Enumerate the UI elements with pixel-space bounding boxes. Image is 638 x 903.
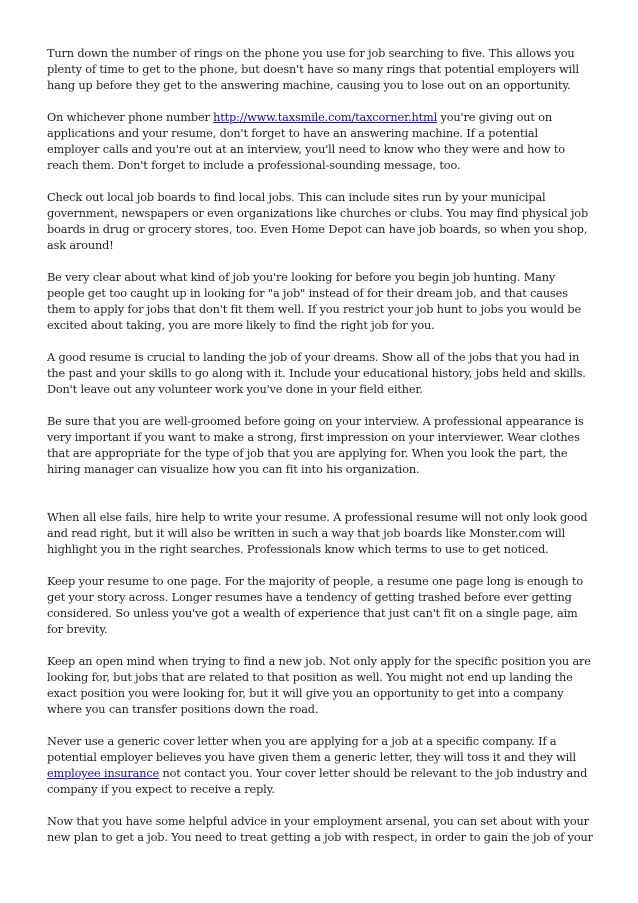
paragraph-open-mind: Keep an open mind when trying to find a new job. Not only apply for the specific position you are looking for, but jobs that are related to that position as well. You might not end up landing the exact position you were looking for, but it will give you an opportunity to get into a company where you can transfer positions down the road. [47, 655, 591, 716]
paragraph-one-page-resume: Keep your resume to one page. For the majority of people, a resume one page long is enough to get your story across. Longer resumes have a tendency of getting trashed before ever getting considered. So unless you've got a wealth of experience that just can't fit on a single page, aim for brevity. [47, 575, 584, 636]
paragraph-text-after-link: you're giving out on applications and your resume, don't forget to have an answering machine. If a potential employer calls and you're out at an interview, you'll need to know who they were and how to reach them. Don't forget to include a professional-sounding message, too. [47, 111, 565, 172]
paragraph-clear-goals: Be very clear about what kind of job you're looking for before you begin job hunting. Many people get too caught up in looking for "a job" instead of for their dream job, and that causes them to apply for jobs that don't fit them well. If you restrict your job hunt to jobs you would be excited about taking, you are more likely to find the right job for you. [47, 271, 582, 332]
paragraph-text-before-link: Never use a generic cover letter when you are applying for a job at a specific company. If a potential employer believes you have given them a generic letter, they will toss it and they will [47, 735, 576, 764]
paragraph-cover-letter [47, 734, 593, 798]
paragraph-text-before-link: On whichever phone number [47, 111, 214, 124]
paragraph-answering-machine [47, 110, 593, 174]
taxsmile-link[interactable]: http://www.taxsmile.com/taxcorner.html [213, 111, 438, 124]
paragraph-text-after-link: not contact you. Your cover letter should be relevant to the job industry and company if you expect to receive a reply. [47, 767, 588, 796]
paragraph-ring-count: Turn down the number of rings on the phone you use for job searching to five. This allows you plenty of time to get to the phone, but doesn't have so many rings that potential employers will hang up before they get to the answering machine, causing you to lose out on an opportunity. [47, 47, 579, 92]
paragraph-conclusion: Now that you have some helpful advice in your employment arsenal, you can set about with your new plan to get a job. You need to treat getting a job with respect, in order to gain the job of your [47, 815, 593, 844]
paragraph-well-groomed: Be sure that you are well-groomed before going on your interview. A professional appearance is very important if you want to make a strong, first impression on your interviewer. Wear clothes that are appropriate for the type of job that you are applying for. When you look the part, the hiring manager can visualize how you can fit into his organization. [47, 415, 584, 476]
employee-insurance-link[interactable]: employee insurance [47, 767, 160, 780]
paragraph-hire-help: When all else fails, hire help to write your resume. A professional resume will not only look good and read right, but it will also be written in such a way that job boards like Monster.com will highlight you in the right searches. Professionals know which terms to use to get noticed. [47, 511, 588, 556]
paragraph-local-job-boards: Check out local job boards to find local jobs. This can include sites run by your municipal government, newspapers or even organizations like churches or clubs. You may find physical job boards in drug or grocery stores, too. Even Home Depot can have job boards, so when you shop, ask around! [47, 191, 589, 252]
paragraph-good-resume: A good resume is crucial to landing the job of your dreams. Show all of the jobs that you had in the past and your skills to go along with it. Include your educational history, jobs held and skills. Don't leave out any volunteer work you've done in your field either. [47, 351, 586, 396]
document-body [47, 46, 593, 862]
